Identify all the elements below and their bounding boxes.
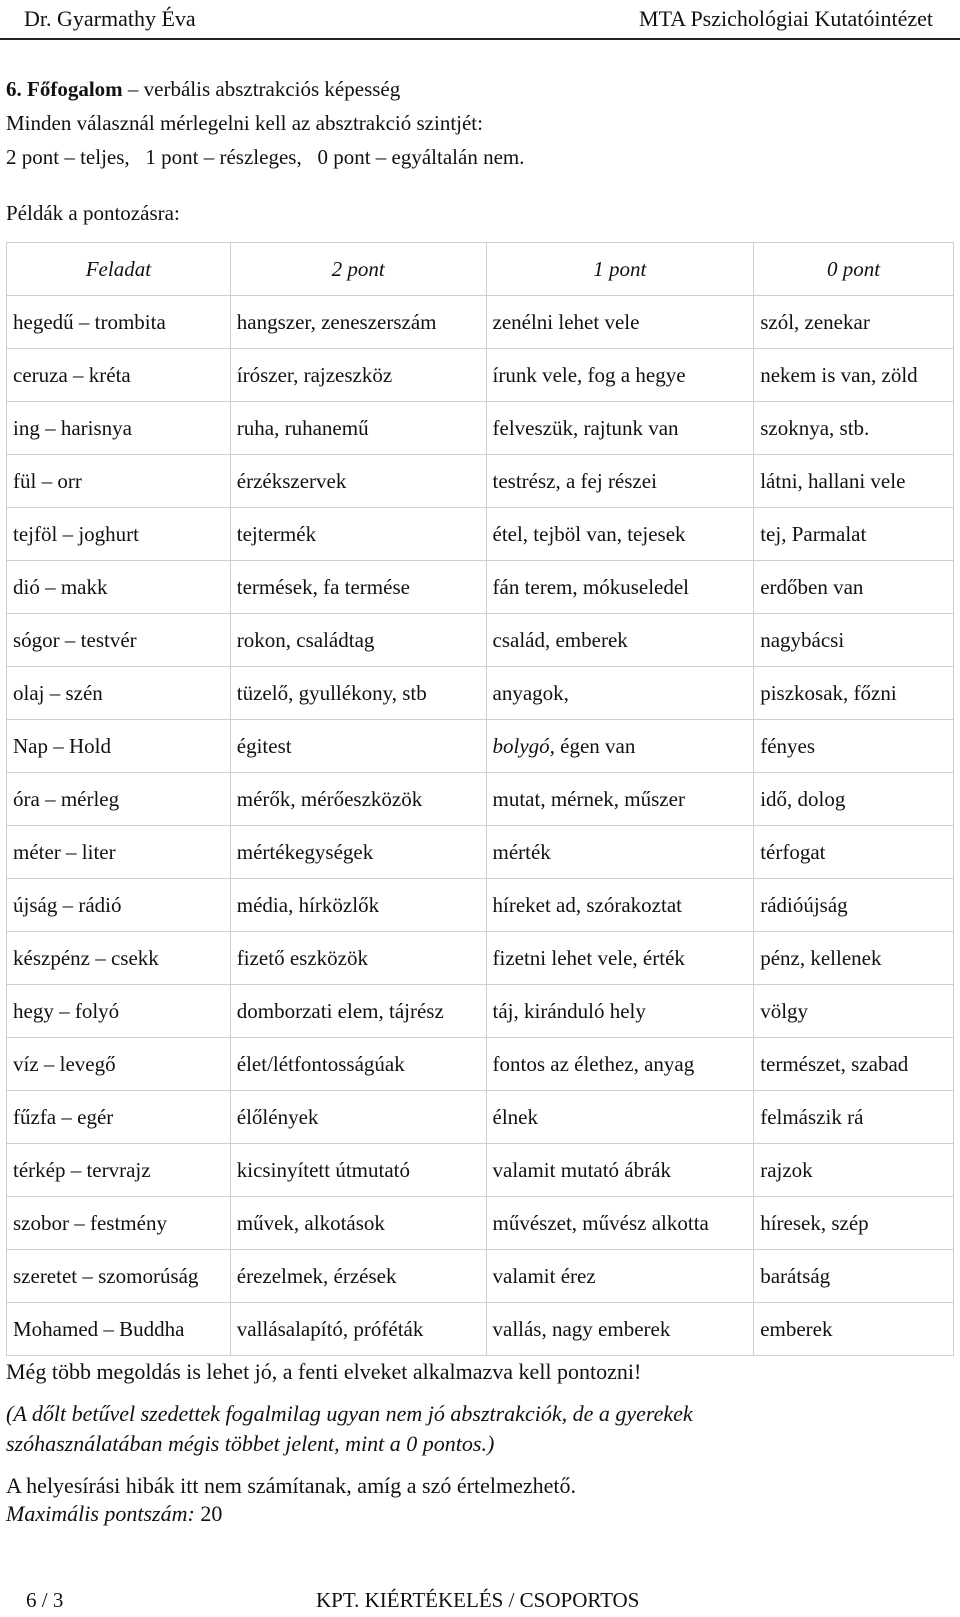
cell-feladat: dió – makk <box>7 561 231 614</box>
cell-0-pont: nekem is van, zöld <box>754 349 954 402</box>
table-row <box>7 985 954 1038</box>
cell-0-pont: látni, hallani vele <box>754 455 954 508</box>
note-italic-line-2: szóhasználatában mégis többet jelent, mint a 0 pontos.) <box>6 1431 495 1456</box>
cell-feladat: készpénz – csekk <box>7 932 231 985</box>
cell-feladat: újság – rádió <box>7 879 231 932</box>
footer-title: KPT. KIÉRTÉKELÉS / CSOPORTOS <box>316 1588 640 1612</box>
cell-feladat: sógor – testvér <box>7 614 231 667</box>
cell-1-pont: testrész, a fej részei <box>486 455 754 508</box>
table-row <box>7 1144 954 1197</box>
cell-0-pont: emberek <box>754 1303 954 1356</box>
cell-2-pont: fizető eszközök <box>230 932 486 985</box>
cell-feladat: tejföl – joghurt <box>7 508 231 561</box>
cell-1-pont: fán terem, mókuseledel <box>486 561 754 614</box>
cell-2-pont: élőlények <box>230 1091 486 1144</box>
cell-feladat: méter – liter <box>7 826 231 879</box>
cell-feladat: fűzfa – egér <box>7 1091 231 1144</box>
header-author: Dr. Gyarmathy Éva <box>24 6 196 31</box>
table-row <box>7 826 954 879</box>
cell-feladat: Mohamed – Buddha <box>7 1303 231 1356</box>
header-2-pont: 2 pont <box>230 243 486 296</box>
table-row <box>7 932 954 985</box>
table-row <box>7 1197 954 1250</box>
section-intro <box>6 72 954 230</box>
cell-2-pont: tejtermék <box>230 508 486 561</box>
header-feladat: Feladat <box>7 243 231 296</box>
table-row <box>7 1303 954 1356</box>
table-row <box>7 1250 954 1303</box>
cell-feladat: olaj – szén <box>7 667 231 720</box>
table-row <box>7 349 954 402</box>
cell-0-pont: híresek, szép <box>754 1197 954 1250</box>
cell-0-pont: rajzok <box>754 1144 954 1197</box>
cell-2-pont: mérők, mérőeszközök <box>230 773 486 826</box>
max-score-label: Maximális pontszám: <box>6 1501 195 1526</box>
cell-1-pont: táj, kiránduló hely <box>486 985 754 1038</box>
cell-feladat: ceruza – kréta <box>7 349 231 402</box>
header-institute: MTA Pszichológiai Kutatóintézet <box>639 6 933 31</box>
table-header-row <box>7 243 954 296</box>
cell-0-pont: idő, dolog <box>754 773 954 826</box>
cell-2-pont: érezelmek, érzések <box>230 1250 486 1303</box>
cell-feladat: óra – mérleg <box>7 773 231 826</box>
table-row <box>7 561 954 614</box>
cell-0-pont: fényes <box>754 720 954 773</box>
notes <box>6 1357 954 1527</box>
cell-1-pont: mutat, mérnek, műszer <box>486 773 754 826</box>
cell-2-pont: domborzati elem, tájrész <box>230 985 486 1038</box>
table-row <box>7 773 954 826</box>
cell-1-pont: élnek <box>486 1091 754 1144</box>
cell-2-pont: érzékszervek <box>230 455 486 508</box>
cell-0-pont: tej, Parmalat <box>754 508 954 561</box>
cell-2-pont: média, hírközlők <box>230 879 486 932</box>
cell-1-pont: írunk vele, fog a hegye <box>486 349 754 402</box>
note-italic-explanation <box>6 1399 954 1459</box>
note-italic-line-1: (A dőlt betűvel szedettek fogalmilag ugyan nem jó absztrakciók, de a gyerekek <box>6 1401 693 1426</box>
cell-1-pont <box>486 720 754 773</box>
cell-0-pont: völgy <box>754 985 954 1038</box>
cell-2-pont: hangszer, zeneszerszám <box>230 296 486 349</box>
cell-1-pont: fizetni lehet vele, érték <box>486 932 754 985</box>
table-row <box>7 614 954 667</box>
cell-0-pont: térfogat <box>754 826 954 879</box>
cell-feladat: Nap – Hold <box>7 720 231 773</box>
cell-0-pont: nagybácsi <box>754 614 954 667</box>
cell-feladat: térkép – tervrajz <box>7 1144 231 1197</box>
cell-0-pont: piszkosak, főzni <box>754 667 954 720</box>
cell-2-pont: vallásalapító, próféták <box>230 1303 486 1356</box>
table-row <box>7 1091 954 1144</box>
section-heading <box>6 72 954 106</box>
cell-feladat: víz – levegő <box>7 1038 231 1091</box>
cell-1-pont: vallás, nagy emberek <box>486 1303 754 1356</box>
table-row <box>7 667 954 720</box>
table-row <box>7 879 954 932</box>
cell-0-pont: rádióújság <box>754 879 954 932</box>
note-spelling: A helyesírási hibák itt nem számítanak, amíg a szó értelmezhető. <box>6 1473 576 1498</box>
cell-2-pont: rokon, családtag <box>230 614 486 667</box>
cell-1-pont: valamit érez <box>486 1250 754 1303</box>
table-row <box>7 402 954 455</box>
cell-2-pont: írószer, rajzeszköz <box>230 349 486 402</box>
cell-2-pont: művek, alkotások <box>230 1197 486 1250</box>
header-1-pont: 1 pont <box>486 243 754 296</box>
cell-1-pont: család, emberek <box>486 614 754 667</box>
header-0-pont: 0 pont <box>754 243 954 296</box>
cell-2-pont: égitest <box>230 720 486 773</box>
cell-feladat: szobor – festmény <box>7 1197 231 1250</box>
cell-2-pont: mértékegységek <box>230 826 486 879</box>
table-row <box>7 720 954 773</box>
cell-1-pont: zenélni lehet vele <box>486 296 754 349</box>
cell-feladat: ing – harisnya <box>7 402 231 455</box>
scoring-table <box>6 242 954 1356</box>
cell-0-pont: barátság <box>754 1250 954 1303</box>
section-title: Főfogalom <box>27 77 123 101</box>
cell-2-pont: kicsinyített útmutató <box>230 1144 486 1197</box>
max-score-value: 20 <box>194 1501 223 1526</box>
cell-1-pont: fontos az élethez, anyag <box>486 1038 754 1091</box>
cell-2-pont: termések, fa termése <box>230 561 486 614</box>
cell-2-pont: élet/létfontosságúak <box>230 1038 486 1091</box>
cell-1-pont: anyagok, <box>486 667 754 720</box>
italic-answer: bolygó, <box>492 733 555 758</box>
table-row <box>7 1038 954 1091</box>
cell-0-pont: szól, zenekar <box>754 296 954 349</box>
cell-1-pont: mérték <box>486 826 754 879</box>
cell-1-pont: híreket ad, szórakoztat <box>486 879 754 932</box>
cell-0-pont: pénz, kellenek <box>754 932 954 985</box>
section-number: 6. <box>6 77 22 101</box>
max-score <box>6 1501 954 1527</box>
section-subtitle: – verbális absztrakciós képesség <box>127 77 401 101</box>
cell-0-pont: erdőben van <box>754 561 954 614</box>
cell-feladat: hegedű – trombita <box>7 296 231 349</box>
cell-1-pont: étel, tejböl van, tejesek <box>486 508 754 561</box>
scoring-legend: 2 pont – teljes, 1 pont – részleges, 0 pont – egyáltalán nem. <box>6 145 525 169</box>
page-header <box>0 0 960 34</box>
table-row <box>7 296 954 349</box>
note-multiple-solutions: Még több megoldás is lehet jó, a fenti elveket alkalmazva kell pontozni! <box>6 1359 642 1384</box>
cell-1-pont: valamit mutató ábrák <box>486 1144 754 1197</box>
intro-text: Minden válasznál mérlegelni kell az absztrakció szintjét: <box>6 111 483 135</box>
examples-label: Példák a pontozásra: <box>6 201 180 225</box>
cell-feladat: hegy – folyó <box>7 985 231 1038</box>
answer-rest: égen van <box>554 733 636 758</box>
cell-feladat: szeretet – szomorúság <box>7 1250 231 1303</box>
cell-0-pont: felmászik rá <box>754 1091 954 1144</box>
cell-2-pont: ruha, ruhanemű <box>230 402 486 455</box>
cell-feladat: fül – orr <box>7 455 231 508</box>
footer-page-number: 6 / 3 <box>26 1588 64 1612</box>
cell-1-pont: felveszük, rajtunk van <box>486 402 754 455</box>
header-rule <box>0 38 960 40</box>
table-row <box>7 508 954 561</box>
cell-1-pont: művészet, művész alkotta <box>486 1197 754 1250</box>
table-row <box>7 455 954 508</box>
cell-0-pont: szoknya, stb. <box>754 402 954 455</box>
cell-2-pont: tüzelő, gyullékony, stb <box>230 667 486 720</box>
cell-0-pont: természet, szabad <box>754 1038 954 1091</box>
